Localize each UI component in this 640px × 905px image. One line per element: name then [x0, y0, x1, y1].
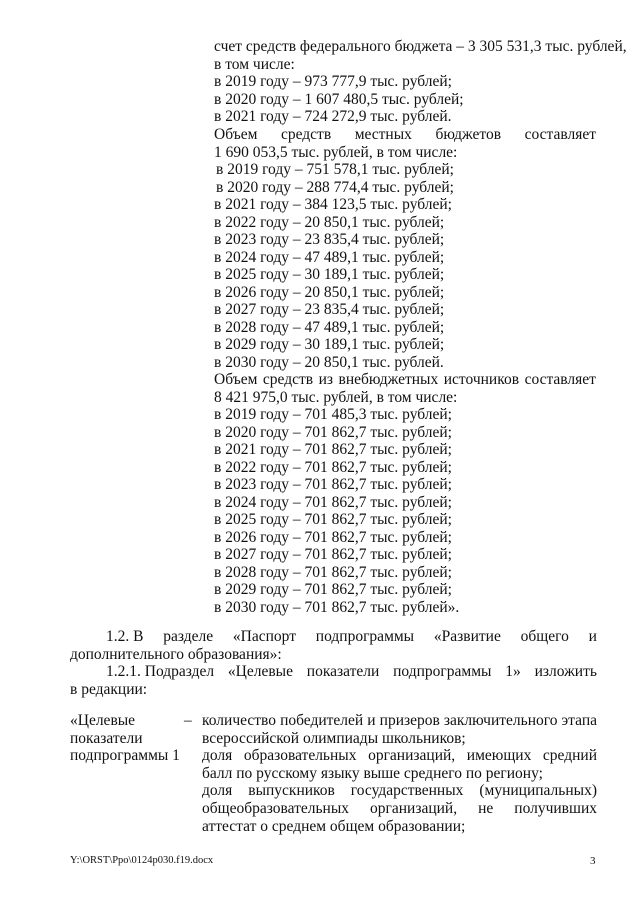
extra-year-2026: в 2026 году – 701 862,7 тыс. рублей;	[214, 529, 452, 546]
page-number: 3	[590, 855, 596, 867]
extra-year-2028: в 2028 году – 701 862,7 тыс. рублей;	[214, 564, 452, 581]
word: подпрограммы	[315, 628, 415, 645]
extra-year-2025: в 2025 году – 701 862,7 тыс. рублей;	[214, 511, 452, 528]
extra-budget-total: 8 421 975,0 тыс. рублей, в том числе:	[214, 389, 458, 406]
local-year-2024: в 2024 году – 47 489,1 тыс. рублей;	[214, 249, 445, 266]
footer-file-path: Y:\ORST\Рро\0124р030.f19.docx	[70, 855, 214, 866]
word: источников	[443, 371, 520, 388]
word: «Паспорт	[232, 628, 296, 645]
word: средств	[262, 371, 314, 388]
local-year-2021: в 2021 году – 384 123,5 тыс. рублей;	[214, 196, 452, 213]
label-line: подпрограммы 1	[70, 747, 180, 765]
indicator-item: общеобразовательных организаций, не получивших аттестат о среднем общем образовании;	[202, 799, 597, 835]
word: «Развитие	[433, 628, 501, 645]
word: составляет	[524, 371, 596, 388]
fed-year-2021: в 2021 году – 724 272,9 тыс. рублей.	[214, 108, 452, 125]
word: Объем	[214, 371, 258, 388]
extra-year-2022: в 2022 году – 701 862,7 тыс. рублей;	[214, 459, 452, 476]
local-year-2028: в 2028 году – 47 489,1 тыс. рублей;	[214, 319, 445, 336]
local-year-2022: в 2022 году – 20 850,1 тыс. рублей;	[214, 214, 445, 231]
word: «Целевые	[227, 663, 293, 680]
section-1-2	[70, 628, 597, 663]
indicators-dash: –	[184, 712, 192, 729]
word: показатели	[306, 663, 380, 680]
local-year-2025: в 2025 году – 30 189,1 тыс. рублей;	[214, 266, 445, 283]
local-budget-total: 1 690 053,5 тыс. рублей, в том числе:	[214, 144, 458, 161]
indicator-item: доля образовательных организаций, имеющих средний балл по русскому языку выше среднего по региону;	[202, 747, 597, 782]
extra-year-2027: в 2027 году – 701 862,7 тыс. рублей;	[214, 546, 452, 563]
word: государственных	[350, 782, 464, 800]
fed-budget-subline: в том числе:	[214, 56, 295, 73]
word: и	[588, 628, 597, 645]
word: доля	[202, 782, 233, 800]
word: подпрограммы	[393, 663, 492, 680]
label-line: показатели	[70, 729, 143, 747]
local-year-2026: в 2026 году – 20 850,1 тыс. рублей;	[214, 284, 445, 301]
fed-year-2019: в 2019 году – 973 777,9 тыс. рублей;	[214, 73, 452, 90]
word: средств	[280, 126, 332, 143]
word: из	[318, 371, 334, 388]
word: внебюджетных	[338, 371, 439, 388]
local-year-2029: в 2029 году – 30 189,1 тыс. рублей;	[214, 336, 445, 353]
word: 1.2. В	[106, 628, 144, 645]
extra-year-2023: в 2023 году – 701 862,7 тыс. рублей;	[214, 476, 452, 493]
local-budget-heading	[214, 126, 596, 144]
extra-year-2029: в 2029 году – 701 862,7 тыс. рублей;	[214, 581, 452, 598]
label-line: «Целевые	[70, 712, 136, 729]
word: разделе	[163, 628, 214, 645]
local-year-2030: в 2030 году – 20 850,1 тыс. рублей.	[214, 354, 444, 371]
section-1-2-line2: дополнительного образования»:	[70, 645, 282, 663]
word: общего	[520, 628, 569, 645]
word: бюджетов	[435, 126, 502, 143]
indicator-item-line	[202, 782, 597, 800]
local-year-2027: в 2027 году – 23 835,4 тыс. рублей;	[214, 301, 445, 318]
local-year-2023: в 2023 году – 23 835,4 тыс. рублей;	[214, 231, 445, 248]
indicators-label	[70, 712, 180, 765]
local-year-2019: в 2019 году – 751 578,1 тыс. рублей;	[216, 161, 454, 178]
word: изложить	[534, 663, 597, 680]
indicator-item: количество победителей и призеров заключительного этапа всероссийской олимпиады школьников;	[202, 712, 597, 747]
local-year-2020: в 2020 году – 288 774,4 тыс. рублей;	[216, 179, 454, 196]
word: местных	[354, 126, 412, 143]
fed-budget-line: счет средств федерального бюджета – 3 305 531,3 тыс. рублей,	[214, 38, 627, 55]
word: 1»	[505, 663, 521, 680]
extra-year-2020: в 2020 году – 701 862,7 тыс. рублей;	[214, 424, 452, 441]
word: Объем	[214, 126, 258, 143]
section-1-2-1	[70, 663, 597, 698]
extra-year-2024: в 2024 году – 701 862,7 тыс. рублей;	[214, 494, 452, 511]
fed-year-2020: в 2020 году – 1 607 480,5 тыс. рублей;	[214, 91, 464, 108]
section-1-2-line1	[70, 628, 597, 646]
section-1-2-1-line1	[70, 663, 597, 681]
word: (муниципальных)	[479, 782, 597, 800]
word: выпускников	[248, 782, 335, 800]
extra-year-2030: в 2030 году – 701 862,7 тыс. рублей».	[214, 599, 460, 616]
word: 1.2.1. Подраздел	[106, 663, 215, 680]
extra-year-2019: в 2019 году – 701 485,3 тыс. рублей;	[214, 406, 452, 423]
extra-budget-heading	[214, 371, 596, 389]
word: составляет	[524, 126, 596, 143]
section-1-2-1-line2: в редакции:	[70, 680, 148, 698]
indicators-list	[202, 712, 597, 835]
extra-year-2021: в 2021 году – 701 862,7 тыс. рублей;	[214, 441, 452, 458]
